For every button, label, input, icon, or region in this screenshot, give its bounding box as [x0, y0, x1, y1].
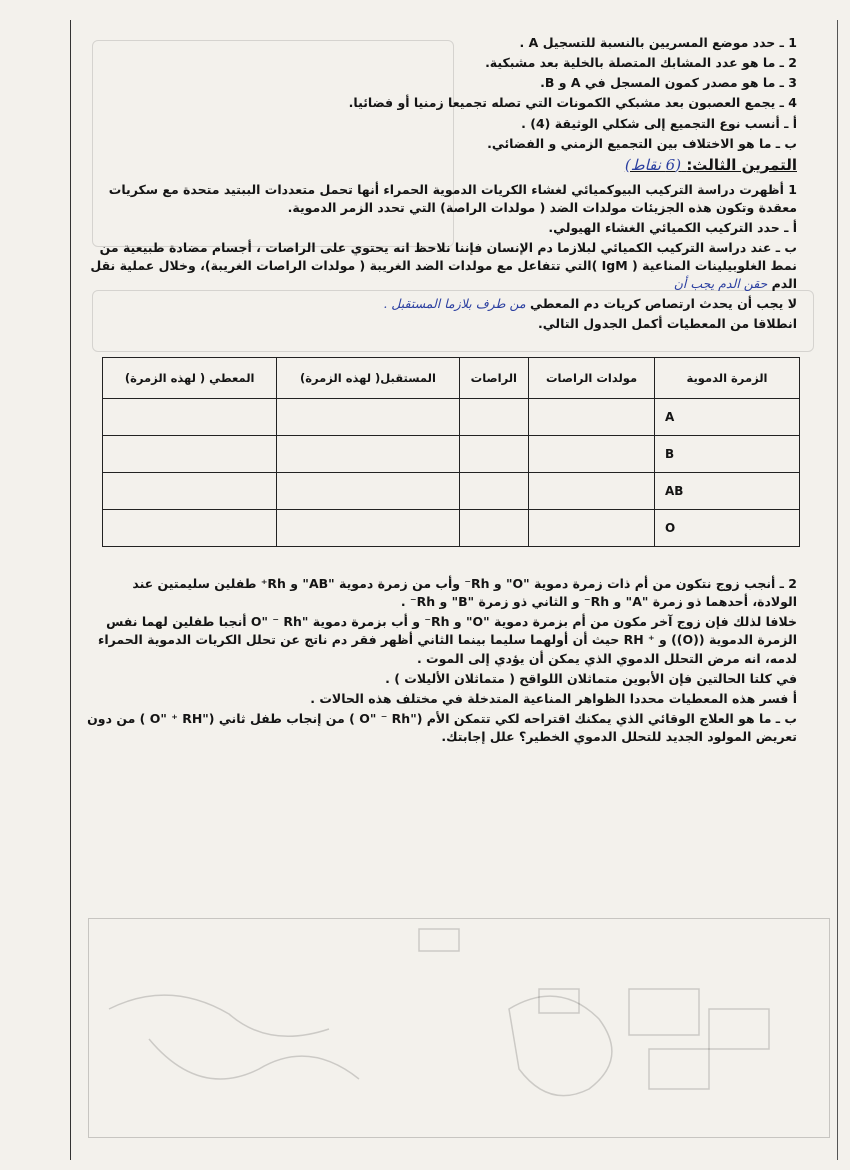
exercise-3-question-a: أ ـ حدد التركيب الكميائي الغشاء الهيولي.: [548, 219, 797, 235]
faint-box: [629, 989, 699, 1035]
table-cell: [103, 399, 277, 436]
table-cell: [459, 473, 529, 510]
question-2-paragraph-3: في كلتا الحالتين فإن الأبوين متماثلان اللواقح ( متماثلان الأليلات ) .: [385, 670, 797, 686]
table-row: [103, 436, 800, 473]
table-cell: [529, 473, 655, 510]
table-cell: [103, 510, 277, 547]
questions-section: [85, 34, 797, 336]
header-recipient: المستقبل( لهذه الزمرة): [277, 358, 459, 399]
blood-group-label: A: [655, 399, 800, 436]
question-2-section: [85, 575, 797, 748]
exercise-3-heading: التمرين الثالث:: [686, 155, 797, 174]
header-agglutinins: الراصات: [459, 358, 529, 399]
question-4b: ب ـ ما هو الاختلاف بين التجميع الزمني و الفضائي.: [487, 135, 797, 151]
question-4: 4 ـ يجمع العصبون بعد مشبكي الكمونات التي تصله تجميعا زمنيا أو فضائيا.: [348, 95, 797, 111]
table-row: [103, 473, 800, 510]
faint-curve: [109, 995, 329, 1036]
handwritten-note-1: حقن الدم يجب أن: [673, 276, 768, 292]
table-cell: [459, 436, 529, 473]
table-cell: [277, 436, 459, 473]
header-donor: المعطي ( لهذه الزمرة): [103, 358, 277, 399]
question-2: 2 ـ ما هو عدد المشابك المتصلة بالخلية بعد مشبكية.: [485, 55, 797, 71]
header-agglutinogens: مولدات الراصات: [529, 358, 655, 399]
question-3: 3 ـ ما هو مصدر كمون المسجل في A و B.: [540, 75, 797, 91]
exercise-3-question-b-line2-text: لا يجب أن يحدث ارتصاص كريات دم المعطي: [530, 296, 797, 312]
question-2-paragraph-1: 2 ـ أنجب زوج نتكون من أم ذات زمرة دموية "O" و Rh⁻ وأب من زمرة دموية "AB" و Rh⁺ طفلين سليمتين عند الولادة، أحدهما ذو زمرة "A" و Rh⁻ و الثاني ذو زمرة "B" و Rh⁻ .: [132, 576, 797, 610]
blood-group-table: [102, 357, 800, 547]
faint-curve: [149, 1039, 359, 1079]
faint-shape: [509, 996, 612, 1096]
table-header-row: [103, 358, 800, 399]
handwritten-note-2: من طرف بلازما المستقبل .: [383, 296, 526, 312]
table-cell: [459, 510, 529, 547]
table-cell: [103, 436, 277, 473]
table-cell: [459, 399, 529, 436]
header-blood-group: الزمرة الدموية: [655, 358, 800, 399]
exercise-3-points: (6 نقاط): [624, 155, 682, 174]
faint-label-box: [419, 929, 459, 951]
table-cell: [529, 510, 655, 547]
question-2-paragraph-2: خلافا لذلك فإن زوج آخر مكون من أم بزمرة دموية "O" و Rh⁻ و أب بزمرة دموية "O" ⁻ Rh أنجبا طفلين لهما نفس الزمرة الدموية ((O)) و ⁺ RH حيث أن أولهما سليما بينما الثاني أظهر فقر دم ناتج عن تحلل الكريات الدموية الحمراء لدمه، انه مرض التحلل الدموي الذي يمكن أن يؤدي إلى الموت .: [97, 614, 797, 666]
question-4a: أ ـ أنسب نوع التجميع إلى شكلي الوثيقة (4) .: [521, 115, 797, 131]
table-instruction: انطلاقا من المعطيات أكمل الجدول التالي.: [538, 316, 797, 332]
table-cell: [529, 399, 655, 436]
show-through-figure: [88, 918, 830, 1138]
blood-group-label: B: [655, 436, 800, 473]
exercise-3-question-b-text: ب ـ عند دراسة التركيب الكميائي لبلازما دم الإنسان فإننا نلاحظ انه يحتوي على الراصات ، أجسام مضادة طبيعية من نمط الغلوبيلينات المناعية ( IgM )التي تتفاعل مع مولدات الضد الغريبة ( مولدات الراصات الغريبة)، وخلال عملية نقل الدم: [90, 239, 797, 292]
blood-group-label: O: [655, 510, 800, 547]
faint-box: [709, 1009, 769, 1049]
exercise-3-title: [85, 155, 797, 177]
question-2-question-a: أ فسر هذه المعطيات محددا الظواهر المناعية المتدخلة في مختلف هذه الحالات .: [310, 690, 797, 706]
table-cell: [277, 473, 459, 510]
table-cell: [277, 399, 459, 436]
table-cell: [277, 510, 459, 547]
table-cell: [529, 436, 655, 473]
exercise-3-paragraph-1: 1 أظهرت دراسة التركيب البيوكميائي لغشاء الكريات الدموية الحمراء أنها تحمل متعددات الببتيد متحدة مع سكريات معقدة وتكون هذه الجزيئات مولدات الضد ( مولدات الراصة) التي تحدد الزمر الدموية.: [108, 181, 797, 215]
table-row: [103, 510, 800, 547]
faint-box: [649, 1049, 709, 1089]
table-row: [103, 399, 800, 436]
blood-group-label: AB: [655, 473, 800, 510]
exercise-3-question-b-line2: [85, 295, 797, 313]
show-through-drawing: [89, 919, 829, 1137]
table-cell: [103, 473, 277, 510]
question-1: 1 ـ حدد موضع المسريين بالنسبة للتسجيل A .: [519, 35, 797, 50]
question-2-question-b: ب ـ ما هو العلاج الوقائي الذي يمكنك اقتراحه لكي تتمكن الأم ("O" ⁻ Rh ) من إنجاب طفل ثاني ("O" ⁺ RH ) من دون تعريض المولود الجديد للتحلل الدموي الخطير؟ علل إجابتك.: [87, 710, 797, 744]
exercise-3-question-b: [85, 239, 797, 293]
